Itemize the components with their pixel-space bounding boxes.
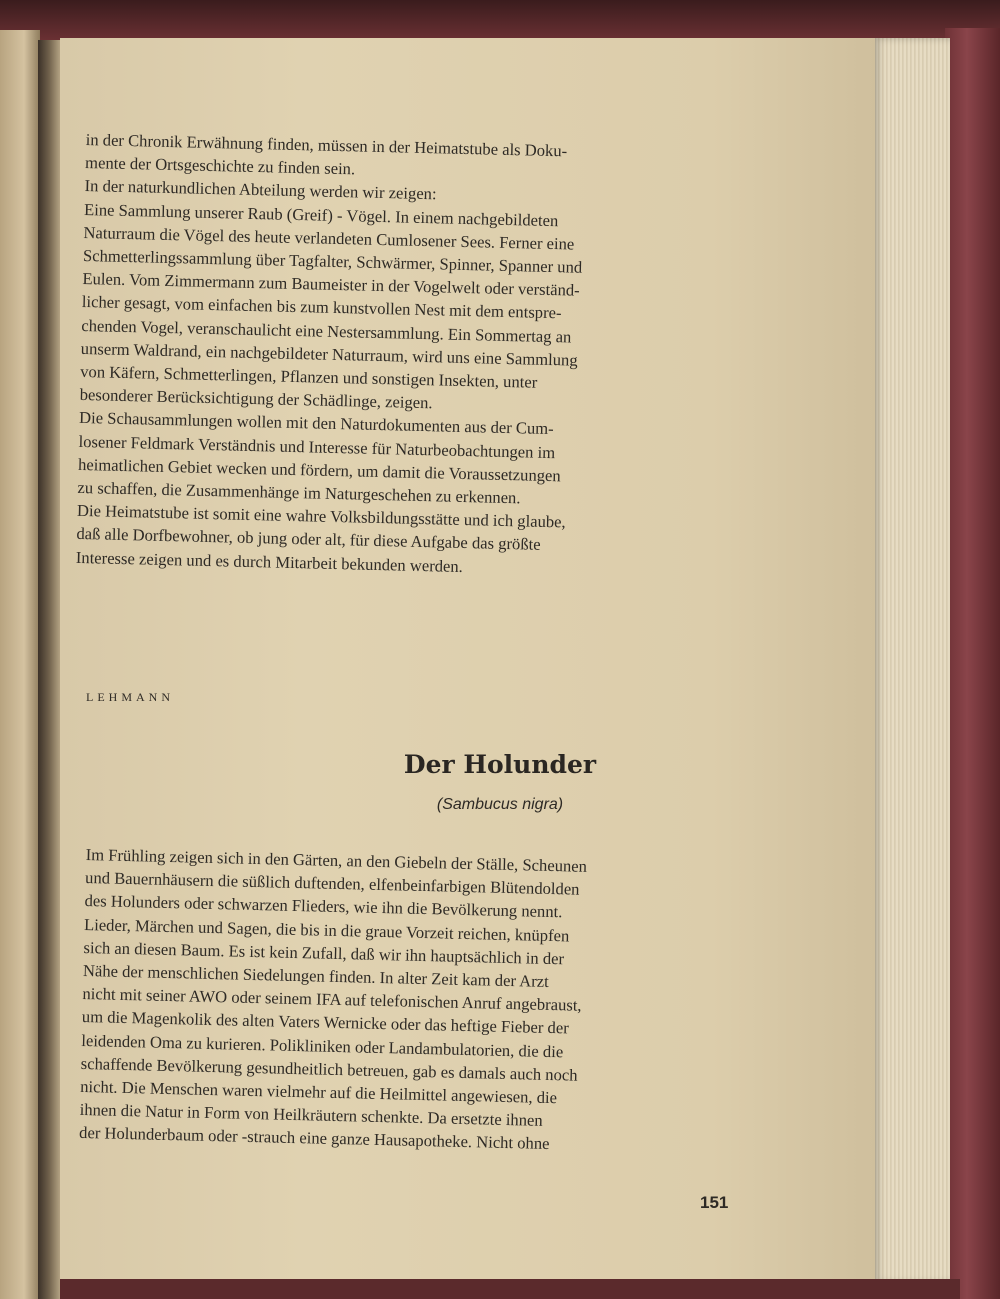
text-line: nicht. Die Menschen waren vielmehr auf die Heilmittel angewiesen, die bbox=[80, 1076, 558, 1108]
article-subtitle: (Sambucus nigra) bbox=[436, 796, 564, 813]
text-line: Naturraum die Vögel des heute verlandeten Cumlosener Sees. Ferner eine bbox=[83, 222, 575, 254]
book-cover-top bbox=[0, 0, 1000, 40]
text-line: von Käfern, Schmetterlingen, Pflanzen und sonstigen Insekten, unter bbox=[80, 361, 538, 392]
text-line: Schmetterlingssammlung über Tagfalter, Schwärmer, Spinner, Spanner und bbox=[82, 245, 583, 277]
text-line: daß alle Dorfbewohner, ob jung oder alt, für diese Aufgabe das größte bbox=[76, 524, 541, 555]
text-line: chenden Vogel, veranschaulicht eine Nestersammlung. Ein Sommertag an bbox=[81, 315, 572, 347]
text-line: heimatlichen Gebiet wecken und fördern, um damit die Voraussetzungen bbox=[77, 454, 561, 486]
text-line: zu schaffen, die Zusammenhänge im Naturgeschehen zu erkennen. bbox=[77, 477, 521, 508]
text-line: Die Heimatstube ist somit eine wahre Volksbildungsstätte und ich glaube, bbox=[76, 501, 566, 532]
text-line: licher gesagt, vom einfachen bis zum kunstvollen Nest mit dem entspre- bbox=[81, 292, 562, 323]
text-line: ihnen die Natur in Form von Heilkräutern schenkte. Da ersetzte ihnen bbox=[79, 1100, 543, 1131]
text-line: Die Schausammlungen wollen mit den Naturdokumenten aus der Cum- bbox=[78, 408, 554, 439]
text-line: Eulen. Vom Zimmermann zum Baumeister in der Vogelwelt oder verständ- bbox=[82, 269, 580, 300]
text-line: des Holunders oder schwarzen Flieders, wie ihn die Bevölkerung nennt. bbox=[84, 891, 563, 922]
intro-text-block bbox=[76, 128, 758, 585]
page-number: 151 bbox=[700, 1193, 729, 1212]
text-line: Im Frühling zeigen sich in den Gärten, an den Giebeln der Ställe, Scheunen bbox=[85, 844, 588, 876]
text-line: der Holunderbaum oder -strauch eine ganze Hausapotheke. Nicht ohne bbox=[78, 1123, 550, 1154]
text-line: in der Chronik Erwähnung finden, müssen in der Heimatstube als Doku- bbox=[85, 129, 568, 161]
text-line: um die Magenkolik des alten Vaters Wernicke oder das heftige Fieber der bbox=[81, 1007, 569, 1038]
text-line: leidenden Oma zu kurieren. Polikliniken oder Landambulatorien, die die bbox=[81, 1030, 564, 1061]
article-title: Der Holunder bbox=[403, 750, 597, 779]
text-line: Eine Sammlung unserer Raub (Greif) - Vögel. In einem nachgebildeten bbox=[83, 199, 559, 230]
text-line: schaffende Bevölkerung gesundheitlich betreuen, gab es damals auch noch bbox=[80, 1053, 578, 1085]
text-line: Nähe der menschlichen Siedelungen finden. In alter Zeit kam der Arzt bbox=[82, 960, 549, 991]
text-line: losener Feldmark Verständnis und Interesse für Naturbeobachtungen im bbox=[78, 431, 556, 462]
book-cover-right bbox=[945, 28, 1000, 1299]
author-name: LEHMANN bbox=[86, 690, 174, 704]
text-line: besonderer Berücksichtigung der Schädlinge, zeigen. bbox=[79, 385, 433, 413]
text-line: unserm Waldrand, ein nachgebildeter Naturraum, wird uns eine Sammlung bbox=[80, 338, 578, 370]
article-text-block bbox=[79, 843, 758, 1160]
text-line: nicht mit seiner AWO oder seinem IFA auf telefonischen Anruf angebraust, bbox=[82, 984, 582, 1015]
book-cover-bottom bbox=[60, 1279, 960, 1299]
text-line: Lieder, Märchen und Sagen, die bis in die graue Vorzeit reichen, knüpfen bbox=[83, 914, 570, 946]
text-line: Interesse zeigen und es durch Mitarbeit bekunden werden. bbox=[75, 547, 464, 576]
text-line: mente der Ortsgeschichte zu finden sein. bbox=[84, 153, 356, 179]
text-line: sich an diesen Baum. Es ist kein Zufall, daß wir ihn hauptsächlich in der bbox=[83, 937, 565, 969]
page-stack-edges bbox=[872, 38, 950, 1283]
text-line: und Bauernhäusern die süßlich duftenden, elfenbeinfarbigen Blütendolden bbox=[84, 868, 580, 899]
text-line: In der naturkundlichen Abteilung werden wir zeigen: bbox=[84, 176, 437, 204]
book-gutter bbox=[38, 40, 62, 1299]
facing-page-edge bbox=[0, 30, 40, 1299]
